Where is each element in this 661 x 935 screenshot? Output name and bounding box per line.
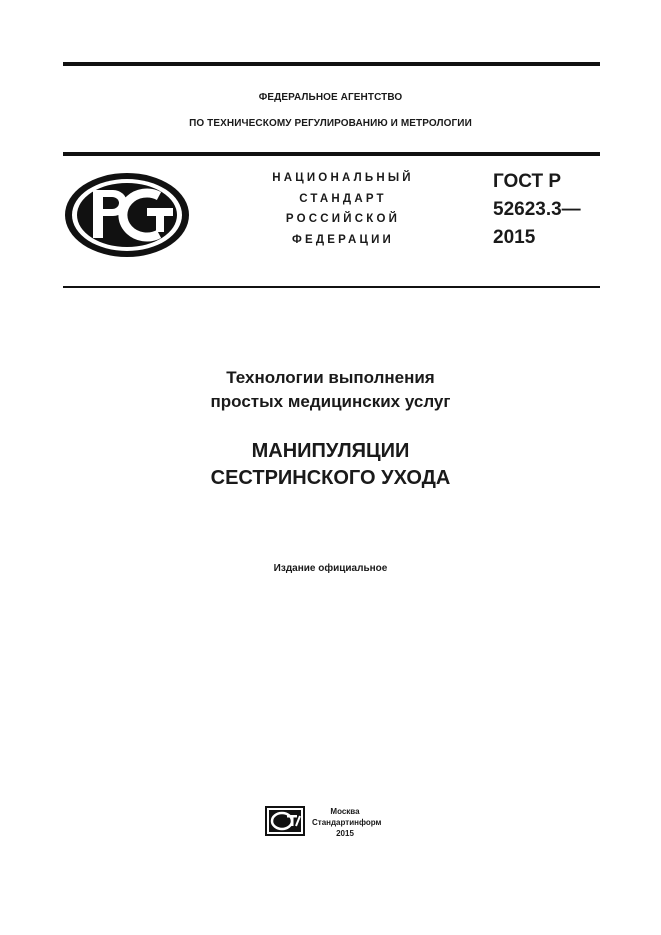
standard-type-line-3: РОССИЙСКОЙ — [285, 213, 401, 225]
header-rule — [63, 152, 600, 156]
document-title-line-2: простых медицинских услуг — [210, 392, 451, 411]
publisher-year: 2015 — [336, 829, 354, 838]
agency-line-2: ПО ТЕХНИЧЕСКОМУ РЕГУЛИРОВАНИЮ И МЕТРОЛОГИИ — [189, 118, 472, 129]
standard-type-line-1: НАЦИОНАЛЬНЫЙ — [272, 172, 414, 184]
edition-label: Издание официальное — [273, 563, 388, 574]
standard-type-line-4: ФЕДЕРАЦИИ — [291, 234, 395, 246]
document-subtitle-line-2: СЕСТРИНСКОГО УХОДА — [210, 467, 451, 489]
gost-code-line-1: ГОСТ Р — [493, 171, 562, 192]
top-rule — [63, 62, 600, 66]
publisher-name: Стандартинформ — [312, 818, 382, 827]
gost-code — [493, 168, 603, 252]
document-title-line-1: Технологии выполнения — [226, 368, 435, 387]
standard-type-line-2: СТАНДАРТ — [299, 193, 387, 205]
agency-line-1: ФЕДЕРАЛЬНОЕ АГЕНТСТВО — [258, 92, 403, 103]
gost-code-line-2: 52623.3— — [493, 199, 581, 220]
publisher-block — [312, 806, 382, 839]
rst-certification-mark-icon — [63, 170, 193, 260]
document-subtitle-line-1: МАНИПУЛЯЦИИ — [251, 440, 410, 462]
gost-code-line-3: 2015 — [493, 227, 536, 248]
publisher-city: Москва — [330, 807, 360, 816]
header-bottom-rule — [63, 286, 600, 288]
standartinform-logo-icon — [265, 806, 305, 836]
